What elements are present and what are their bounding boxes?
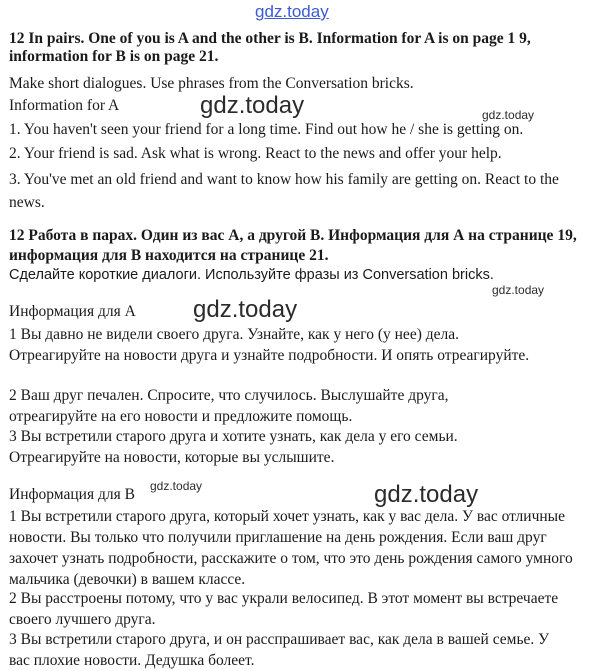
russian-info-b-item-3: 3 Вы встретили старого друга, и он расспрашивает вас, как дела в вашей семье. У вас плохие новости. Дедушка болеет. xyxy=(9,631,550,669)
english-task-heading: 12 In pairs. One of you is A and the other is B. Information for A is on page 1 9, information for B is on page 21. xyxy=(9,30,531,65)
russian-info-b-item-2: 2 Вы расстроены потому, что у вас украли велосипед. В этот момент вы встречаете своего лучшего друга. xyxy=(9,590,559,628)
watermark-large-1: gdz.today xyxy=(200,92,305,119)
watermark-small-2: gdz.today xyxy=(492,283,545,297)
russian-info-a-item-3: 3 Вы встретили старого друга и хотите узнать, как дела у его семьи. Отреагируйте на новости, которые вы услышите. xyxy=(9,428,458,466)
english-instruction: Make short dialogues. Use phrases from the Conversation bricks. xyxy=(9,75,414,92)
english-item-3: 3. You've met an old friend and want to know how his family are getting on. React to the news. xyxy=(9,171,559,211)
russian-info-a-title: Информация для А xyxy=(9,303,136,320)
russian-task-heading: 12 Работа в парах. Один из вас А, а другой В. Информация для А на странице 19, информация для В находится на странице 21. xyxy=(9,227,577,264)
russian-info-a-item-1: 1 Вы давно не видели своего друга. Узнайте, как у него (у нее) дела. Отреагируйте на новости друга и узнайте подробности. И опять отреагируйте. xyxy=(9,326,530,364)
english-item-2: 2. Your friend is sad. Ask what is wrong. React to the news and offer your help. xyxy=(9,145,502,162)
watermark-small-1: gdz.today xyxy=(482,108,535,122)
russian-instruction: Сделайте короткие диалоги. Используйте фразы из Conversation bricks. xyxy=(9,267,494,283)
watermark-small-3: gdz.today xyxy=(150,479,203,493)
watermark-large-2: gdz.today xyxy=(193,296,298,323)
russian-info-b-item-1: 1 Вы встретили старого друга, который хочет узнать, как у вас дела. У вас отличные новости. Вы только что получили приглашение на день рождения. Если ваш друг захочет узнать подробности, расскажите о том, что это день рождения самого умного мальчика (девочки) в вашем классе. xyxy=(9,508,573,588)
english-info-a-title: Information for A xyxy=(9,97,120,114)
russian-info-b-title: Информация для В xyxy=(9,486,135,503)
watermark-top: gdz.today xyxy=(255,2,329,21)
english-item-1: 1. You haven't seen your friend for a long time. Find out how he / she is getting on. xyxy=(9,121,524,138)
russian-info-a-item-2: 2 Ваш друг печален. Спросите, что случилось. Выслушайте друга, отреагируйте на его новости и предложите помощь. xyxy=(9,387,449,425)
watermark-large-3: gdz.today xyxy=(374,481,479,508)
